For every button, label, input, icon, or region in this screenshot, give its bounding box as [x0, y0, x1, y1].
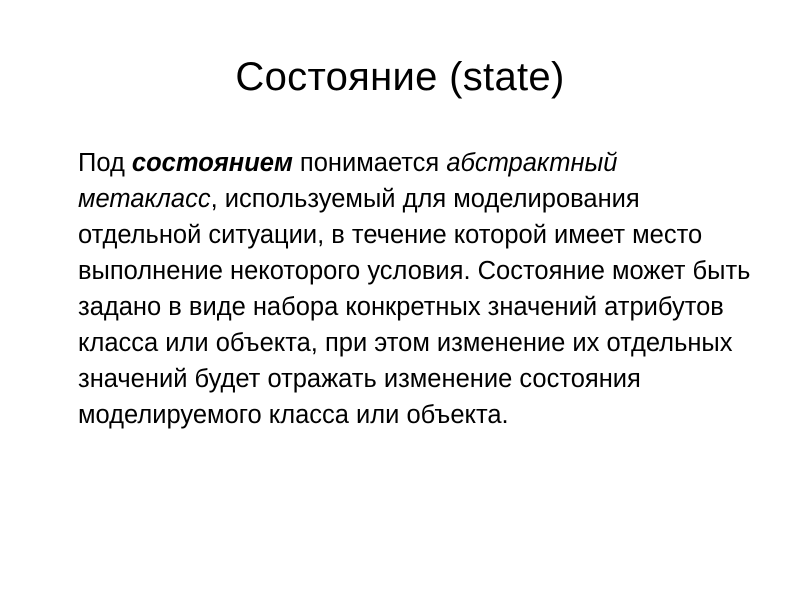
- paragraph-text-body: , используемый для моделирования отдельной ситуации, в течение которой имеет место выполнение некоторого условия. Состояние может быть задано в виде набора конкретных значений атрибутов класса или объекта, при этом изменение их отдельных значений будет отражать изменение состояния моделируемого класса или объекта.: [78, 185, 751, 429]
- paragraph-text-connector: понимается: [292, 149, 447, 177]
- paragraph-term-state: состоянием: [131, 149, 293, 177]
- slide-paragraph: [78, 145, 758, 433]
- paragraph-text-intro: Под: [78, 149, 132, 177]
- paragraph-term-metaclass: абстрактный метакласс: [78, 149, 618, 213]
- slide-title: Состояние (state): [235, 55, 565, 99]
